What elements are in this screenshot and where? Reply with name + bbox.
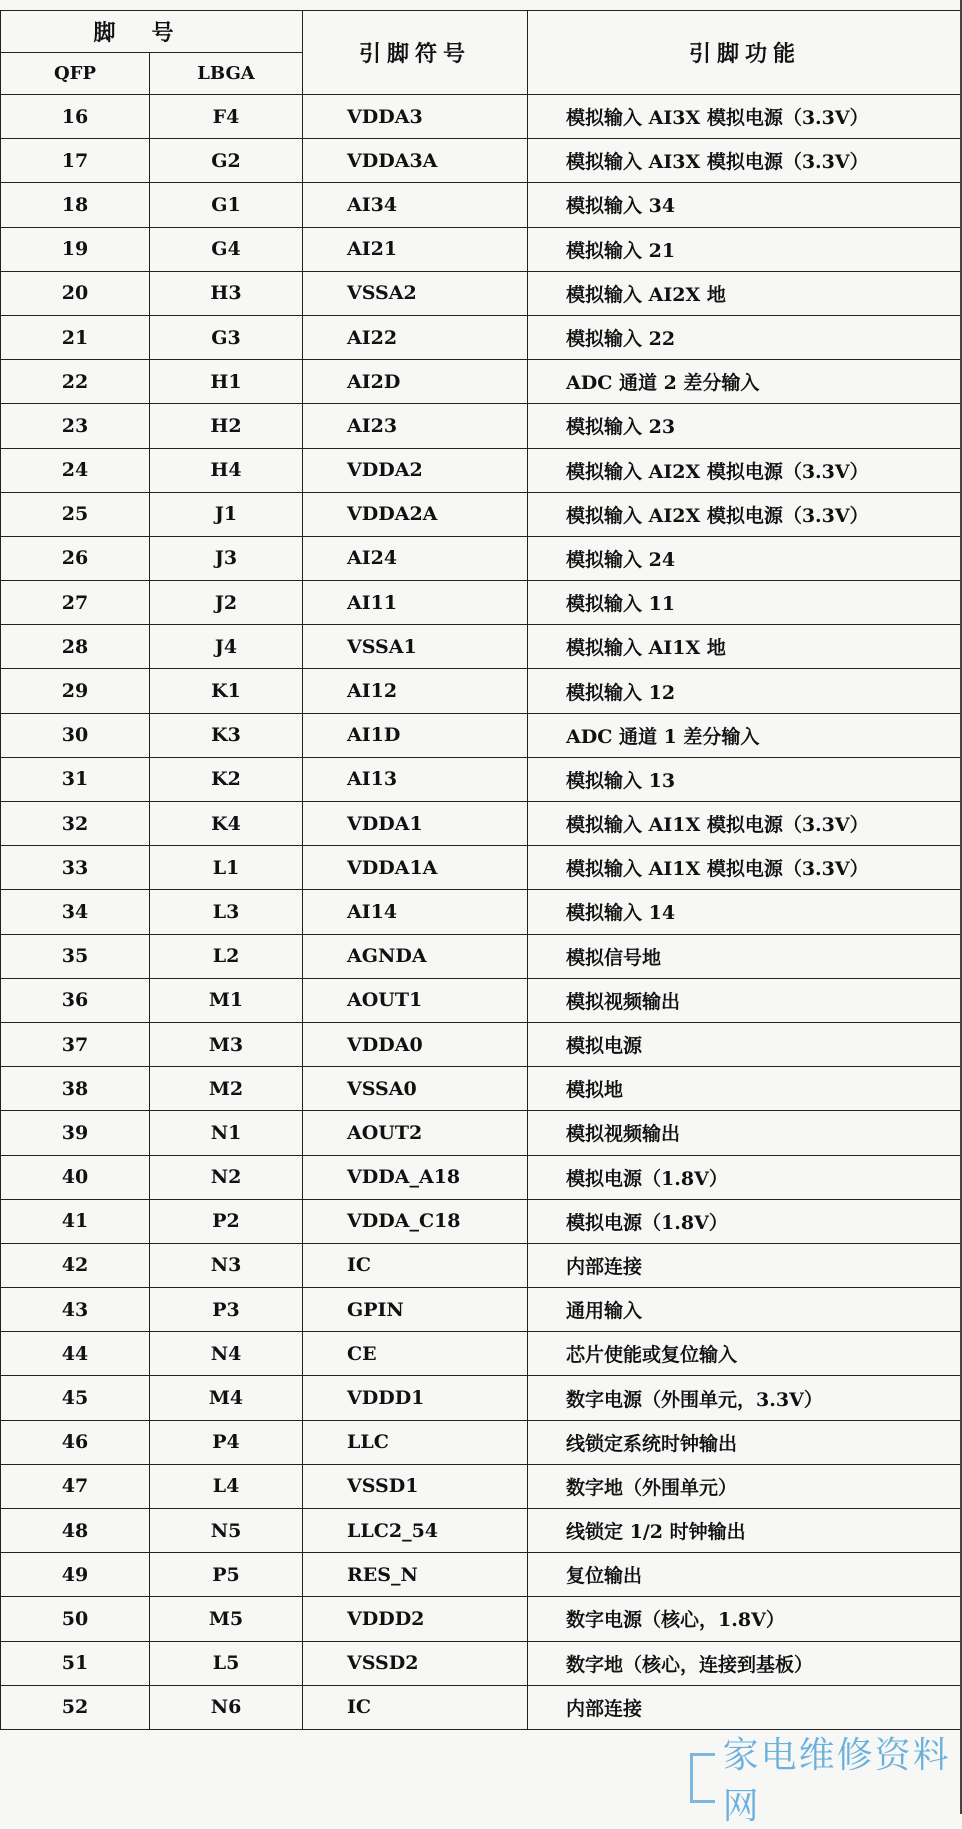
pin-function-cell: 模拟输入 AI2X 地 (528, 271, 962, 315)
lbga-cell: L5 (150, 1641, 303, 1685)
pin-function-cell: 模拟输入 AI1X 模拟电源（3.3V） (528, 802, 962, 846)
table-row (1, 1155, 962, 1199)
qfp-cell: 23 (1, 404, 150, 448)
pin-function-cell: 芯片使能或复位输入 (528, 1332, 962, 1376)
pin-function-cell: 模拟输入 AI3X 模拟电源（3.3V） (528, 95, 962, 139)
qfp-cell: 49 (1, 1553, 150, 1597)
pin-function-cell: 模拟输入 21 (528, 227, 962, 271)
pin-function-cell: 内部连接 (528, 1243, 962, 1287)
table-row (1, 890, 962, 934)
lbga-cell: G3 (150, 315, 303, 359)
table-row (1, 1553, 962, 1597)
pin-function-cell: 模拟视频输出 (528, 1111, 962, 1155)
lbga-cell: J3 (150, 536, 303, 580)
table-row (1, 1243, 962, 1287)
table-row (1, 360, 962, 404)
table-row (1, 227, 962, 271)
pin-symbol-cell: VSSA2 (303, 271, 528, 315)
qfp-cell: 44 (1, 1332, 150, 1376)
lbga-cell: M1 (150, 978, 303, 1022)
lbga-cell: P3 (150, 1288, 303, 1332)
pin-function-cell: 模拟输入 34 (528, 183, 962, 227)
table-row (1, 757, 962, 801)
qfp-cell: 32 (1, 802, 150, 846)
lbga-cell: J4 (150, 625, 303, 669)
table-row (1, 978, 962, 1022)
lbga-cell: F4 (150, 95, 303, 139)
table-row (1, 1022, 962, 1066)
pin-symbol-cell: AGNDA (303, 934, 528, 978)
qfp-cell: 47 (1, 1464, 150, 1508)
pin-table-header (1, 11, 962, 95)
pin-symbol-cell: VSSD2 (303, 1641, 528, 1685)
lbga-cell: L1 (150, 846, 303, 890)
lbga-cell: N6 (150, 1685, 303, 1729)
qfp-cell: 25 (1, 492, 150, 536)
pin-function-cell: 模拟输入 13 (528, 757, 962, 801)
pin-table (0, 10, 962, 1730)
table-row (1, 1332, 962, 1376)
qfp-cell: 30 (1, 713, 150, 757)
pin-function-cell: 模拟输入 AI1X 地 (528, 625, 962, 669)
pin-symbol-cell: VDDA0 (303, 1022, 528, 1066)
pin-function-cell: 模拟输入 AI2X 模拟电源（3.3V） (528, 492, 962, 536)
lbga-cell: N3 (150, 1243, 303, 1287)
pin-symbol-cell: IC (303, 1243, 528, 1287)
pin-symbol-cell: VDDD1 (303, 1376, 528, 1420)
table-row (1, 1509, 962, 1553)
header-lbga: LBGA (150, 53, 303, 95)
table-row (1, 1111, 962, 1155)
pin-function-cell: 内部连接 (528, 1685, 962, 1729)
pin-symbol-cell: AI1D (303, 713, 528, 757)
pin-symbol-cell: VDDA3A (303, 139, 528, 183)
qfp-cell: 18 (1, 183, 150, 227)
pin-function-cell: 模拟电源 (528, 1022, 962, 1066)
qfp-cell: 45 (1, 1376, 150, 1420)
pin-function-cell: 通用输入 (528, 1288, 962, 1332)
qfp-cell: 28 (1, 625, 150, 669)
table-row (1, 581, 962, 625)
pin-function-cell: 模拟输入 12 (528, 669, 962, 713)
qfp-cell: 37 (1, 1022, 150, 1066)
table-row (1, 802, 962, 846)
qfp-cell: 43 (1, 1288, 150, 1332)
lbga-cell: H4 (150, 448, 303, 492)
pin-symbol-cell: AI34 (303, 183, 528, 227)
pin-symbol-cell: LLC2_54 (303, 1509, 528, 1553)
qfp-cell: 24 (1, 448, 150, 492)
pin-symbol-cell: CE (303, 1332, 528, 1376)
pin-function-cell: 模拟输入 24 (528, 536, 962, 580)
pin-function-cell: 模拟输入 AI2X 模拟电源（3.3V） (528, 448, 962, 492)
table-row (1, 713, 962, 757)
pin-symbol-cell: VSSA1 (303, 625, 528, 669)
qfp-cell: 52 (1, 1685, 150, 1729)
pin-symbol-cell: AI22 (303, 315, 528, 359)
qfp-cell: 16 (1, 95, 150, 139)
qfp-cell: 41 (1, 1199, 150, 1243)
table-row (1, 315, 962, 359)
lbga-cell: H2 (150, 404, 303, 448)
pin-function-cell: 复位输出 (528, 1553, 962, 1597)
lbga-cell: M3 (150, 1022, 303, 1066)
table-row (1, 404, 962, 448)
qfp-cell: 36 (1, 978, 150, 1022)
table-row (1, 95, 962, 139)
qfp-cell: 34 (1, 890, 150, 934)
pin-function-cell: 模拟输入 11 (528, 581, 962, 625)
pin-symbol-cell: VDDD2 (303, 1597, 528, 1641)
lbga-cell: M5 (150, 1597, 303, 1641)
header-qfp: QFP (1, 53, 150, 95)
lbga-cell: M2 (150, 1067, 303, 1111)
table-row (1, 1067, 962, 1111)
pin-function-cell: 模拟输入 14 (528, 890, 962, 934)
lbga-cell: P2 (150, 1199, 303, 1243)
lbga-cell: N1 (150, 1111, 303, 1155)
lbga-cell: L4 (150, 1464, 303, 1508)
lbga-cell: L2 (150, 934, 303, 978)
qfp-cell: 26 (1, 536, 150, 580)
pin-function-cell: 数字地（核心，连接到基板） (528, 1641, 962, 1685)
pin-symbol-cell: VSSD1 (303, 1464, 528, 1508)
table-row (1, 846, 962, 890)
pin-function-cell: 线锁定系统时钟输出 (528, 1420, 962, 1464)
table-row (1, 1288, 962, 1332)
pin-table-body (1, 95, 962, 1730)
header-pin-function: 引脚功能 (528, 11, 962, 95)
qfp-cell: 20 (1, 271, 150, 315)
pin-function-cell: 数字地（外围单元） (528, 1464, 962, 1508)
qfp-cell: 46 (1, 1420, 150, 1464)
logo-mark-icon (690, 1753, 715, 1803)
lbga-cell: H1 (150, 360, 303, 404)
qfp-cell: 48 (1, 1509, 150, 1553)
pin-symbol-cell: AOUT2 (303, 1111, 528, 1155)
qfp-cell: 51 (1, 1641, 150, 1685)
qfp-cell: 27 (1, 581, 150, 625)
qfp-cell: 42 (1, 1243, 150, 1287)
table-row (1, 492, 962, 536)
lbga-cell: H3 (150, 271, 303, 315)
pin-symbol-cell: AI11 (303, 581, 528, 625)
qfp-cell: 50 (1, 1597, 150, 1641)
lbga-cell: G2 (150, 139, 303, 183)
lbga-cell: G1 (150, 183, 303, 227)
pin-symbol-cell: VDDA2A (303, 492, 528, 536)
table-row (1, 1464, 962, 1508)
pin-symbol-cell: VDDA_A18 (303, 1155, 528, 1199)
header-pin-group: 脚号 (1, 11, 303, 53)
pin-symbol-cell: AOUT1 (303, 978, 528, 1022)
qfp-cell: 29 (1, 669, 150, 713)
table-row (1, 1641, 962, 1685)
pin-function-cell: 模拟地 (528, 1067, 962, 1111)
pin-function-cell: ADC 通道 2 差分输入 (528, 360, 962, 404)
pin-symbol-cell: AI2D (303, 360, 528, 404)
table-row (1, 669, 962, 713)
pin-symbol-cell: VSSA0 (303, 1067, 528, 1111)
qfp-cell: 17 (1, 139, 150, 183)
pin-function-cell: 模拟输入 AI1X 模拟电源（3.3V） (528, 846, 962, 890)
pin-symbol-cell: IC (303, 1685, 528, 1729)
lbga-cell: M4 (150, 1376, 303, 1420)
pin-table-sheet (0, 10, 962, 1730)
pin-symbol-cell: VDDA2 (303, 448, 528, 492)
pin-symbol-cell: AI21 (303, 227, 528, 271)
qfp-cell: 21 (1, 315, 150, 359)
qfp-cell: 35 (1, 934, 150, 978)
pin-symbol-cell: AI14 (303, 890, 528, 934)
table-row (1, 1597, 962, 1641)
qfp-cell: 31 (1, 757, 150, 801)
lbga-cell: G4 (150, 227, 303, 271)
lbga-cell: J2 (150, 581, 303, 625)
pin-function-cell: 模拟输入 22 (528, 315, 962, 359)
header-pin-symbol: 引脚符号 (303, 11, 528, 95)
lbga-cell: K4 (150, 802, 303, 846)
pin-function-cell: ADC 通道 1 差分输入 (528, 713, 962, 757)
lbga-cell: K3 (150, 713, 303, 757)
qfp-cell: 40 (1, 1155, 150, 1199)
pin-function-cell: 数字电源（外围单元，3.3V） (528, 1376, 962, 1420)
pin-symbol-cell: RES_N (303, 1553, 528, 1597)
lbga-cell: J1 (150, 492, 303, 536)
table-row (1, 1199, 962, 1243)
pin-function-cell: 模拟电源（1.8V） (528, 1199, 962, 1243)
pin-symbol-cell: VDDA1 (303, 802, 528, 846)
qfp-cell: 39 (1, 1111, 150, 1155)
pin-function-cell: 线锁定 1/2 时钟输出 (528, 1509, 962, 1553)
table-row (1, 183, 962, 227)
pin-symbol-cell: AI12 (303, 669, 528, 713)
pin-symbol-cell: VDDA1A (303, 846, 528, 890)
table-row (1, 1685, 962, 1729)
table-row (1, 1420, 962, 1464)
table-row (1, 271, 962, 315)
qfp-cell: 22 (1, 360, 150, 404)
logo-text: 家电维修资料网 (723, 1727, 962, 1829)
pin-function-cell: 模拟信号地 (528, 934, 962, 978)
pin-function-cell: 模拟电源（1.8V） (528, 1155, 962, 1199)
table-row (1, 448, 962, 492)
pin-symbol-cell: AI13 (303, 757, 528, 801)
lbga-cell: N2 (150, 1155, 303, 1199)
pin-function-cell: 数字电源（核心，1.8V） (528, 1597, 962, 1641)
watermark-logo (690, 1748, 962, 1808)
table-row (1, 625, 962, 669)
lbga-cell: L3 (150, 890, 303, 934)
pin-symbol-cell: AI24 (303, 536, 528, 580)
lbga-cell: N5 (150, 1509, 303, 1553)
qfp-cell: 19 (1, 227, 150, 271)
pin-symbol-cell: VDDA3 (303, 95, 528, 139)
lbga-cell: K2 (150, 757, 303, 801)
pin-function-cell: 模拟视频输出 (528, 978, 962, 1022)
table-row (1, 536, 962, 580)
qfp-cell: 38 (1, 1067, 150, 1111)
pin-symbol-cell: VDDA_C18 (303, 1199, 528, 1243)
table-row (1, 934, 962, 978)
pin-function-cell: 模拟输入 23 (528, 404, 962, 448)
lbga-cell: N4 (150, 1332, 303, 1376)
lbga-cell: K1 (150, 669, 303, 713)
qfp-cell: 33 (1, 846, 150, 890)
lbga-cell: P5 (150, 1553, 303, 1597)
pin-symbol-cell: AI23 (303, 404, 528, 448)
pin-symbol-cell: GPIN (303, 1288, 528, 1332)
table-row (1, 1376, 962, 1420)
pin-symbol-cell: LLC (303, 1420, 528, 1464)
table-row (1, 139, 962, 183)
pin-function-cell: 模拟输入 AI3X 模拟电源（3.3V） (528, 139, 962, 183)
lbga-cell: P4 (150, 1420, 303, 1464)
